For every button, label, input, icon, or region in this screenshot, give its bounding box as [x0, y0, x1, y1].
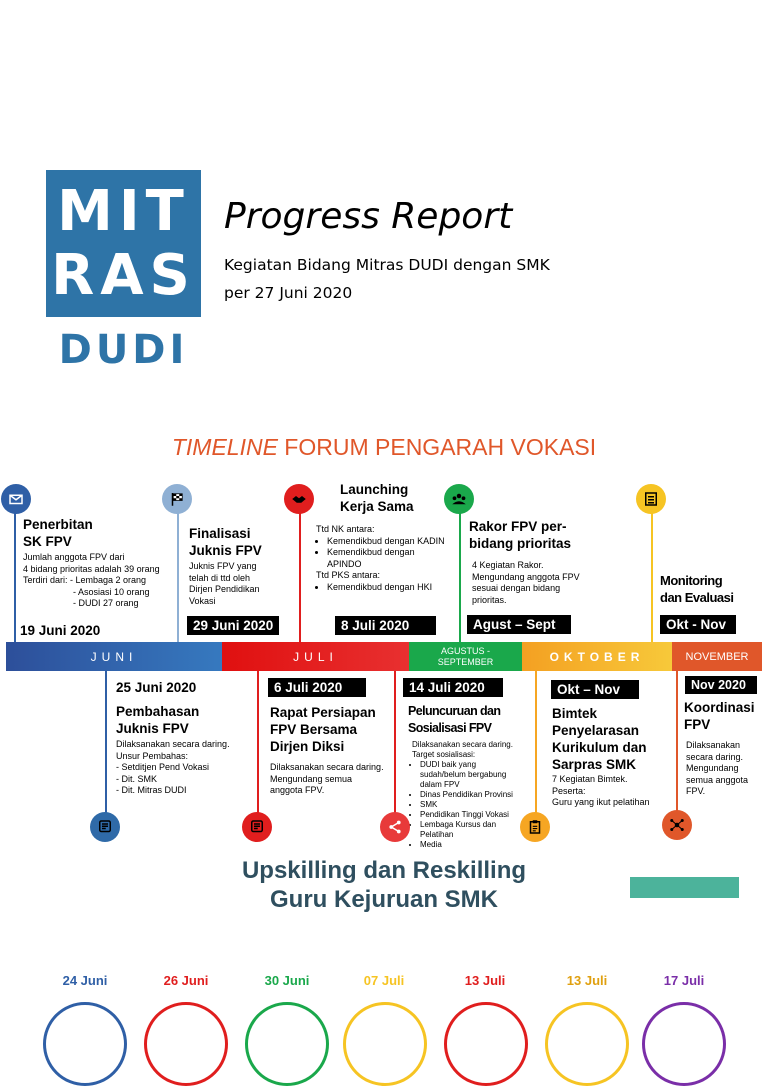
meeting-icon — [242, 812, 272, 842]
event-description — [472, 560, 602, 606]
event-description — [316, 524, 451, 593]
event-title — [23, 516, 93, 550]
bullet-item: • Lembaga Kursus dan Pelatihan — [420, 820, 522, 840]
schedule-date: 30 Juni — [264, 973, 310, 988]
event-description — [552, 774, 667, 809]
event-title-line: Launching — [340, 482, 409, 497]
desc-line: Dilaksanakan secara daring. — [116, 739, 230, 749]
desc-line: Mengundang — [686, 763, 739, 773]
desc-line: - DUDI 27 orang — [73, 598, 139, 608]
event-title-line: bidang prioritas — [469, 536, 572, 551]
bullet-item: • Kemendikbud dengan KADIN — [327, 536, 451, 548]
event-title-line: Koordinasi — [684, 700, 755, 715]
event-description — [189, 561, 284, 607]
event-title-line: Juknis FPV — [189, 543, 262, 558]
desc-line: 4 Kegiatan Rakor. — [472, 560, 544, 570]
event-title-line: Kerja Sama — [340, 499, 414, 514]
event-date: 29 Juni 2020 — [187, 616, 279, 635]
event-title-line: FPV — [684, 717, 711, 732]
event-title-line: Penyelarasan — [552, 723, 640, 738]
desc-line: Dilaksanakan — [686, 740, 741, 750]
connector-line — [676, 671, 678, 815]
schedule-date: 26 Juni — [163, 973, 209, 988]
event-title — [116, 703, 199, 737]
month-agustus-september — [409, 642, 522, 671]
month-label: OKTOBER — [549, 649, 645, 664]
schedule-date: 13 Juli — [464, 973, 506, 988]
event-description — [412, 740, 522, 850]
page-title: Progress Report — [224, 196, 513, 237]
clipboard-icon — [520, 812, 550, 842]
schedule-date: 24 Juni — [62, 973, 108, 988]
event-date: 8 Juli 2020 — [335, 616, 436, 635]
share-icon — [380, 812, 410, 842]
subtitle-2: per 27 Juni 2020 — [224, 284, 353, 302]
bullet-item: • Dinas Pendidikan Provinsi — [420, 790, 522, 800]
desc-line: Ttd NK antara: — [316, 524, 375, 534]
event-title-line: Pembahasan — [116, 704, 200, 719]
event-date: Nov 2020 — [685, 676, 757, 694]
connector-line — [651, 513, 653, 643]
event-title-line: Rapat Persiapan — [270, 705, 376, 720]
bullet-item: • Kemendikbud dengan APINDO — [327, 547, 451, 570]
month-label: JULI — [293, 649, 338, 664]
desc-line: - Dit. SMK — [116, 773, 158, 784]
event-title-line: Rakor FPV per- — [469, 519, 567, 534]
desc-line: Dilaksanakan secara daring. — [412, 740, 513, 749]
event-title — [684, 699, 755, 733]
connector-line — [299, 513, 301, 643]
schedule-date: 17 Juli — [663, 973, 705, 988]
checkered-flag-icon — [162, 484, 192, 514]
month-juli — [222, 642, 409, 671]
desc-line: - Asosiasi 10 orang — [73, 586, 150, 597]
session-circle — [43, 1002, 127, 1086]
desc-line: Dirjen Pendidikan — [189, 584, 260, 594]
timeline-heading-rest: FORUM PENGARAH VOKASI — [277, 434, 597, 460]
decorative-bar — [630, 877, 739, 898]
bullet-item: • SMK — [420, 800, 522, 810]
desc-line: secara daring. — [686, 751, 744, 762]
group-icon — [444, 484, 474, 514]
desc-line: Peserta: — [552, 785, 586, 796]
event-title-line: Bimtek — [552, 706, 598, 721]
desc-line: 4 bidang prioritas adalah 39 orang — [23, 563, 160, 574]
session-circle — [343, 1002, 427, 1086]
session-circle — [144, 1002, 228, 1086]
desc-line: sesuai dengan bidang — [472, 583, 561, 593]
event-title-line: Sosialisasi FPV — [408, 721, 492, 735]
desc-line: 7 Kegiatan Bimtek. — [552, 774, 628, 784]
desc-line: semua anggota — [686, 774, 749, 785]
document-icon — [90, 812, 120, 842]
event-title-line: SK FPV — [23, 534, 72, 549]
network-icon — [662, 810, 692, 840]
month-label: AGUSTUS - SEPTEMBER — [437, 645, 494, 667]
event-date: 14 Juli 2020 — [403, 678, 503, 697]
month-label: JUNI — [90, 649, 138, 664]
logo — [46, 170, 201, 317]
event-date: 6 Juli 2020 — [268, 678, 366, 697]
desc-line: Dilaksanakan secara daring. — [270, 762, 384, 772]
desc-line: Juknis FPV yang — [189, 561, 257, 571]
event-date: Okt – Nov — [551, 680, 639, 699]
event-title-line: Finalisasi — [189, 526, 251, 541]
event-date: Okt - Nov — [660, 615, 736, 634]
event-title-line: Juknis FPV — [116, 721, 189, 736]
event-title — [340, 481, 414, 515]
event-title-line: dan Evaluasi — [660, 590, 734, 605]
session-circle — [545, 1002, 629, 1086]
desc-line: Mengundang semua — [270, 773, 353, 784]
month-oktober — [522, 642, 672, 671]
subtitle-1: Kegiatan Bidang Mitras DUDI dengan SMK — [224, 256, 550, 274]
event-title-line: Monitoring — [660, 573, 723, 588]
event-date: 25 Juni 2020 — [116, 680, 197, 695]
event-title-line: Peluncuruan dan — [408, 704, 501, 718]
event-description — [686, 740, 764, 798]
connector-line — [105, 671, 107, 815]
logo-line-1: MIT — [57, 179, 190, 244]
desc-line: prioritas. — [472, 594, 507, 605]
desc-line: anggota FPV. — [270, 785, 325, 795]
desc-line: Jumlah anggota FPV dari — [23, 552, 125, 562]
connector-line — [14, 513, 16, 643]
desc-line: Guru yang ikut pelatihan — [552, 797, 650, 807]
schedule-date: 13 Juli — [566, 973, 608, 988]
session-circle — [444, 1002, 528, 1086]
event-title — [552, 705, 647, 773]
session-circle — [642, 1002, 726, 1086]
handshake-icon — [284, 484, 314, 514]
desc-line: - Setditjen Pend Vokasi — [116, 762, 210, 772]
bullet-item: • Kemendikbud dengan HKI — [327, 582, 451, 594]
bullet-item: • Pendidikan Tinggi Vokasi — [420, 810, 522, 820]
desc-line: Mengundang anggota FPV — [472, 571, 580, 582]
desc-line: Target sosialisasi: — [412, 750, 476, 759]
month-label: NOVEMBER — [685, 650, 749, 663]
connector-line — [459, 513, 461, 643]
event-title — [189, 525, 262, 559]
event-title-line: Penerbitan — [23, 517, 93, 532]
logo-dudi: DUDI — [58, 327, 189, 373]
desc-line: Terdiri dari: - Lembaga 2 orang — [23, 575, 147, 585]
event-title-line: Dirjen Diksi — [270, 739, 345, 754]
month-juni — [6, 642, 222, 671]
desc-line: - Dit. Mitras DUDI — [116, 785, 187, 795]
desc-line: Unsur Pembahas: — [116, 750, 189, 761]
upskilling-line-2: Guru Kejuruan SMK — [269, 886, 498, 913]
desc-line: Ttd PKS antara: — [316, 570, 381, 580]
desc-line: telah di ttd oleh — [189, 572, 251, 583]
event-title — [408, 703, 500, 737]
timeline-heading — [0, 434, 768, 461]
session-circle — [245, 1002, 329, 1086]
bullet-item: • Media — [420, 840, 522, 850]
bullet-item: • DUDI baik yang sudah/belum bergabung dalam FPV — [420, 760, 522, 790]
event-title-line: Kurikulum dan — [552, 740, 647, 755]
checklist-icon — [636, 484, 666, 514]
timeline-heading-italic: TIMELINE — [171, 434, 278, 460]
event-title — [660, 572, 733, 606]
desc-line: Vokasi — [189, 595, 216, 606]
event-description — [23, 552, 178, 610]
desc-line: FPV. — [686, 786, 706, 796]
event-date: Agust – Sept — [467, 615, 571, 634]
event-description — [116, 739, 256, 797]
connector-line — [257, 671, 259, 815]
event-description — [270, 762, 395, 797]
event-date: 19 Juni 2020 — [20, 623, 101, 638]
event-title-line: Sarpras SMK — [552, 757, 637, 772]
event-title — [270, 704, 376, 755]
connector-line — [535, 671, 537, 815]
envelope-icon — [1, 484, 31, 514]
schedule-date: 07 Juli — [363, 973, 405, 988]
event-title — [469, 518, 571, 552]
event-title-line: FPV Bersama — [270, 722, 358, 737]
logo-line-2: RAS — [51, 243, 196, 308]
month-november — [672, 642, 762, 671]
upskilling-line-1: Upskilling dan Reskilling — [241, 857, 527, 884]
